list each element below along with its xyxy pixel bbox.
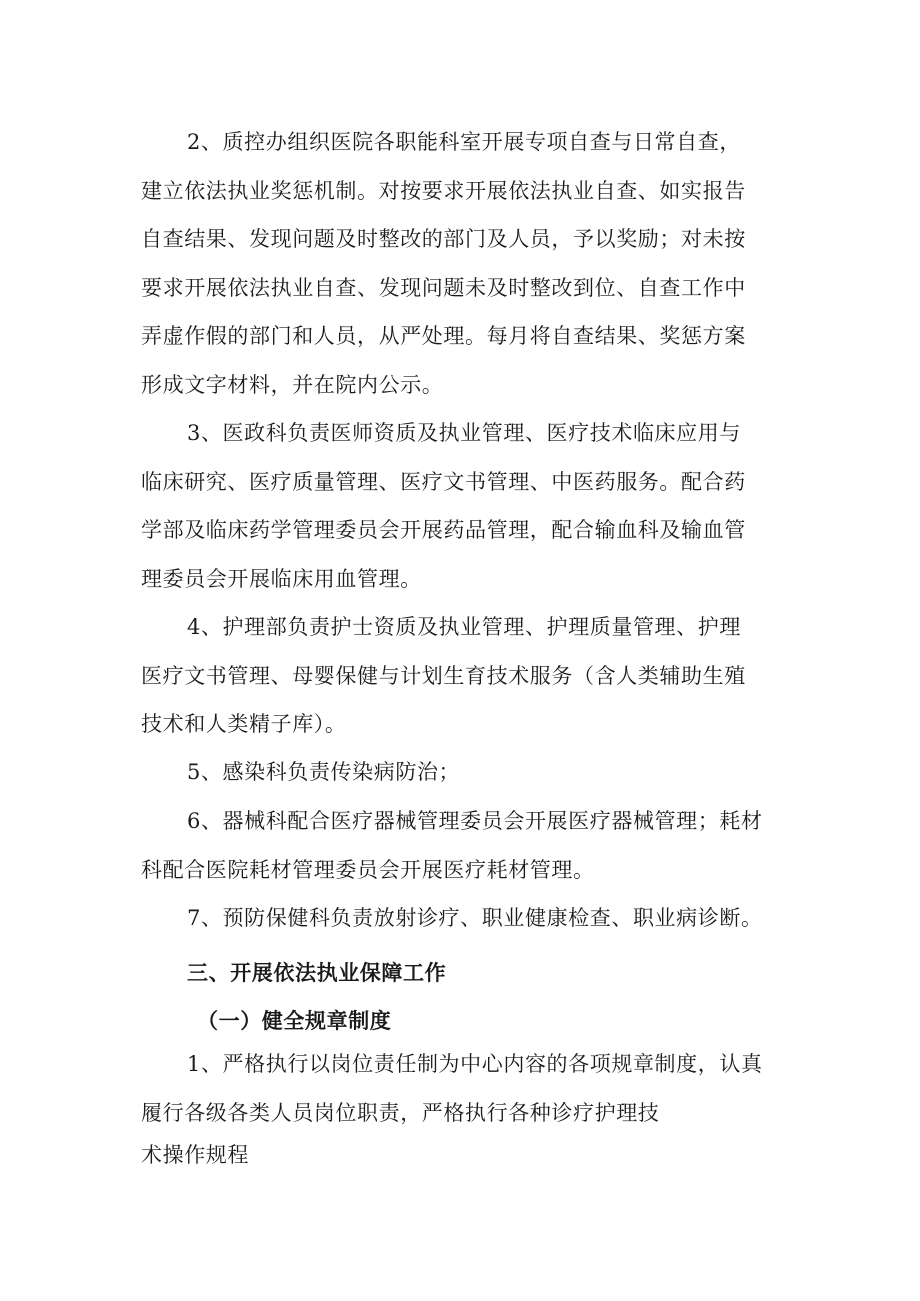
paragraph-rules [141, 1040, 801, 1173]
paragraph-line: 6、器械科配合医疗器械管理委员会开展医疗器械管理；耗材 [187, 809, 763, 833]
paragraph-line: 要求开展依法执业自查、发现问题未及时整改到位、自查工作中 [141, 275, 746, 300]
paragraph-line: 技术和人类精子库）。 [141, 712, 347, 736]
paragraph-line: 理委员会开展临床用血管理。 [141, 566, 422, 591]
paragraph-4 [141, 603, 801, 749]
paragraph-line: 形成文字材料，并在院内公示。 [141, 372, 444, 397]
paragraph-line: 术操作规程 [141, 1143, 249, 1167]
paragraph-line: 1、严格执行以岗位责任制为中心内容的各项规章制度，认真 [187, 1052, 763, 1076]
paragraph-line: 履行各级各类人员岗位职责，严格执行各种诊疗护理技 [141, 1100, 660, 1125]
paragraph-line: 4、护理部负责护士资质及执业管理、护理质量管理、护理 [187, 615, 741, 639]
paragraph-7 [141, 894, 801, 943]
paragraph-line: 7、预防保健科负责放射诊疗、职业健康检查、职业病诊断。 [187, 906, 763, 930]
paragraph-3 [141, 409, 801, 603]
section-heading: 三、开展依法执业保障工作 [187, 960, 447, 985]
paragraph-6 [141, 797, 801, 894]
paragraph-line: 学部及临床药学管理委员会开展药品管理，配合输血科及输血管 [141, 518, 746, 542]
paragraph-5 [141, 748, 801, 797]
paragraph-line: 2、质控办组织医院各职能科室开展专项自查与日常自查， [187, 130, 741, 154]
paragraph-line: 3、医政科负责医师资质及执业管理、医疗技术临床应用与 [187, 421, 741, 445]
paragraph-line: 弄虚作假的部门和人员，从严处理。每月将自查结果、奖惩方案 [141, 324, 746, 348]
paragraph-line: 建立依法执业奖惩机制。对按要求开展依法执业自查、如实报告 [141, 178, 746, 203]
paragraph-line: 临床研究、医疗质量管理、医疗文书管理、中医药服务。配合药 [141, 469, 746, 494]
paragraph-line: 5、感染科负责传染病防治； [187, 760, 461, 784]
paragraph-line: 科配合医院耗材管理委员会开展医疗耗材管理。 [141, 857, 595, 882]
paragraph-line: 医疗文书管理、母婴保健与计划生育技术服务（含人类辅助生殖 [141, 663, 746, 688]
sub-heading: （一）健全规章制度 [197, 1008, 392, 1033]
paragraph-line: 自查结果、发现问题及时整改的部门及人员，予以奖励；对未按 [141, 227, 746, 251]
paragraph-2 [141, 118, 801, 409]
